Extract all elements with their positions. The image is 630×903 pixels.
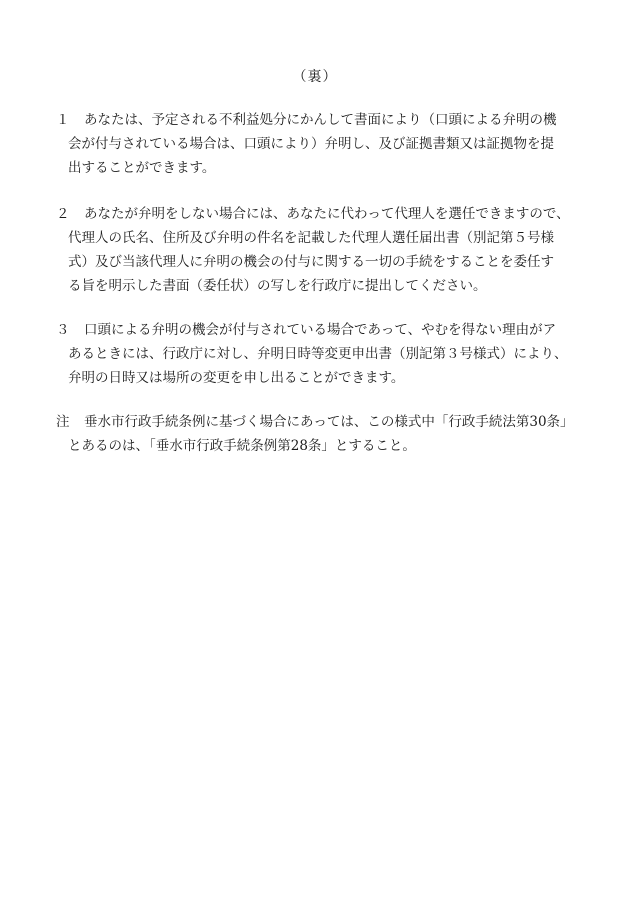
note-text-line: とあるのは、「垂水市行政手続条例第28条」とすること。 [68, 438, 416, 454]
item-text-line: あなたは、予定される不利益処分にかんして書面により（口頭による弁明の機 [84, 112, 557, 128]
list-item [56, 108, 596, 180]
item-number: ２ [56, 206, 70, 222]
item-text-line: 会が付与されている場合は、口頭により）弁明し、及び証拠書類又は証拠物を提 [68, 136, 554, 152]
item-text-line: る旨を明示した書面（委任状）の写しを行政庁に提出してください。 [68, 278, 487, 294]
item-text-line: 式）及び当該代理人に弁明の機会の付与に関する一切の手続をすることを委任す [68, 254, 554, 270]
list-item [56, 318, 596, 390]
item-text-line: 口頭による弁明の機会が付与されている場合であって、やむを得ない理由がア [84, 322, 557, 338]
item-text-line: 出することができます。 [68, 160, 216, 176]
page-heading: （裏） [292, 69, 338, 85]
item-text-line: 弁明の日時又は場所の変更を申し出ることができます。 [68, 370, 405, 386]
item-text-line: あなたが弁明をしない場合には、あなたに代わって代理人を選任できますので、 [84, 206, 570, 222]
item-number: ３ [56, 322, 70, 338]
item-text-line: あるときには、行政庁に対し、弁明日時等変更申出書（別記第３号様式）により、 [68, 346, 568, 362]
item-number: １ [56, 112, 70, 128]
note-label: 注 [56, 414, 70, 430]
list-item [56, 202, 596, 298]
note-item [56, 410, 596, 458]
note-text-line: 垂水市行政手続条例に基づく場合にあっては、この様式中「行政手続法第30条」 [84, 414, 574, 430]
item-text-line: 代理人の氏名、住所及び弁明の件名を記載した代理人選任届出書（別記第５号様 [68, 230, 554, 246]
